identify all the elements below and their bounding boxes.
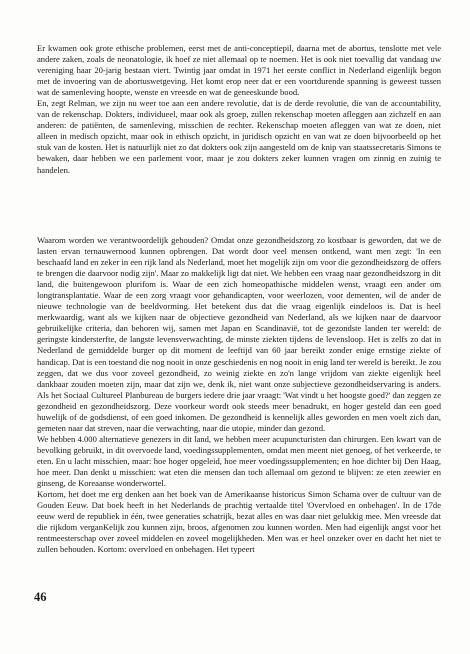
paragraph-responsibility: Waarom worden we verantwoordelijk gehouden? Omdat onze gezondheidszorg zo kostbaar is geworden, dat we de lasten ervan ternauwernood kunnen opbrengen. Dat wordt door veel mensen ontkend, want men zegt: 'In een beschaafd land en zeker in een rijk land als Nederland, moet het mogelijk zijn om voor die gezondheidszorg de offers te brengen die daarvoor nodig zijn'. Maar zo makkelijk ligt dat niet. We hebben een vraag naar gezondheidszorg in dit land, die buitengewoon plurifom is. Waar de een zich homeopathische middelen wenst, vraagt een ander om longtransplantatie. Waar de een zorg vraagt voor gehandicapten, voor weerlozen, voor dementen, wil de ander de nieuwe technologie van de beeldvorming. Het betekent dus dat die vraag eigenlijk eindeloos is. Dat is heel merkwaardig, want als we kijken naar de objectieve gezondheid van Nederland, als we kijken naar de daarvoor gebruikelijke criteria, dan behoren wij, samen met Japan en Scandinavië, tot de gezondste landen ter wereld: de geringste kindersterfte, de langste levensverwachting, de minste ziekten tijdens de levensloop. Het is zelfs zo dat in Nederland de gemiddelde burger op dit moment de leeftijd van 60 jaar bereikt zonder enige ernstige ziekte of handicap. Dat is een toestand die nog nooit in onze geschiedenis en nog nooit in enig land ter wereld is bereikt. Je zou zeggen, dat we dus voor zoveel gezondheid, zo weinig ziekte en zo'n lange vrijdom van ziekte eigenlijk heel dankbaar zouden moeten zijn, maar dat zijn we, denk ik, niet want onze subjectieve gezondheidservaring is anders. Als het Sociaal Cultureel Planbureau de burgers iedere drie jaar vraagt: 'Wat vindt u het hoogste goed?' dan zeggen ze gezondheid en gezondheidszorg. Deze voorkeur wordt ook steeds meer benadrukt, en hoger gesteld dan een goed huwelijk of de godsdienst, of een goed inkomen. De gezondheid is kennelijk alles geworden en men voelt zich dan, gemeten naar dat streven, naar die verwachting, naar die utopie, minder dan gezond. (37, 235, 441, 433)
paragraph-alternative-healers: We hebben 4.000 alternatieve genezers in dit land, we hebben meer acupuncturisten dan chirurgen. Een kwart van de bevolking gebruikt, in dit overvoede land, voedingssupplementen, omdat men meent niet genoeg, of het verkeerde, te eten. En u lacht misschien, maar: hoe hoger opgeleid, hoe meer voedingssupplementen; en hoe dichter bij Den Haag, hoe meer. Dan denkt u misschien: wat eten die mensen dan toch allemaal om gezond te blijven: ze eten zeewier en ginseng, de Koreaanse wonderwortel. (37, 433, 441, 489)
page-number: 46 (34, 590, 47, 604)
text-section-2 (37, 235, 441, 555)
paragraph-relman-revolution: En, zegt Relman, we zijn nu weer toe aan een andere revolutie, dat is de derde revolutie, die van de accountability, van de rekenschap. Dokters, individueel, maar ook als groep, zullen rekenschap moeten afleggen aan zichzelf en aan anderen: de patiënten, de samenleving, misschien de rechter. Rekenschap moeten afleggen van wat ze doen, niet alleen in medisch opzicht, maar ook in ethisch opzicht, in juridisch opzicht en van wat ze doen bijvoorbeeld op het stuk van de kosten. Het is natuurlijk niet zo dat dokters ook zijn aangesteld om de knip van staatssecretaris Simons te bewaken, daar hebben we een parlement voor, maar je zou dokters zeker kunnen vragen om zinnig en zuinig te handelen. (37, 98, 441, 175)
text-section-1 (37, 43, 441, 176)
paragraph-ethical-problems: Er kwamen ook grote ethische problemen, eerst met de anti-conceptiepil, daarna met de abortus, tenslotte met vele andere zaken, zoals de neonatologie, ik hoef ze niet allemaal op te noemen. Het is ook niet toevallig dat vandaag uw vereniging haar 20-jarig bestaan viert. Twintig jaar omdat in 1971 het eerste conflict in Nederland eigenlijk begon met de invoering van de abortuswetgeving. Het komt erop neer dat er een voortdurende spanning is geweest tussen wat de samenleving hoopte, wenste en vreesde en wat de geneeskunde bood. (37, 43, 441, 98)
paragraph-schama: Kortom, het doet me erg denken aan het boek van de Amerikaanse historicus Simon Schama over de cultuur van de Gouden Eeuw. Dat boek heeft in het Nederlands de prachtig vertaalde titel 'Overvloed en onbehagen'. In de 17de eeuw werd de republiek in één, twee generaties schatrijk, bezat alles en was daar niet gelukkig mee. Men vreesde dat die rijkdom verganKelijk zou kunnen zijn, broos, afgenomen zou kunnen worden. Men had eigenlijk angst voor het rentmeesterschap over zoveel middelen en zoveel mogelijkheden. Men was er heel onzeker over en dacht het niet te zullen behouden. Kortom: overvloed en onbehagen. Het typeert (37, 489, 441, 555)
